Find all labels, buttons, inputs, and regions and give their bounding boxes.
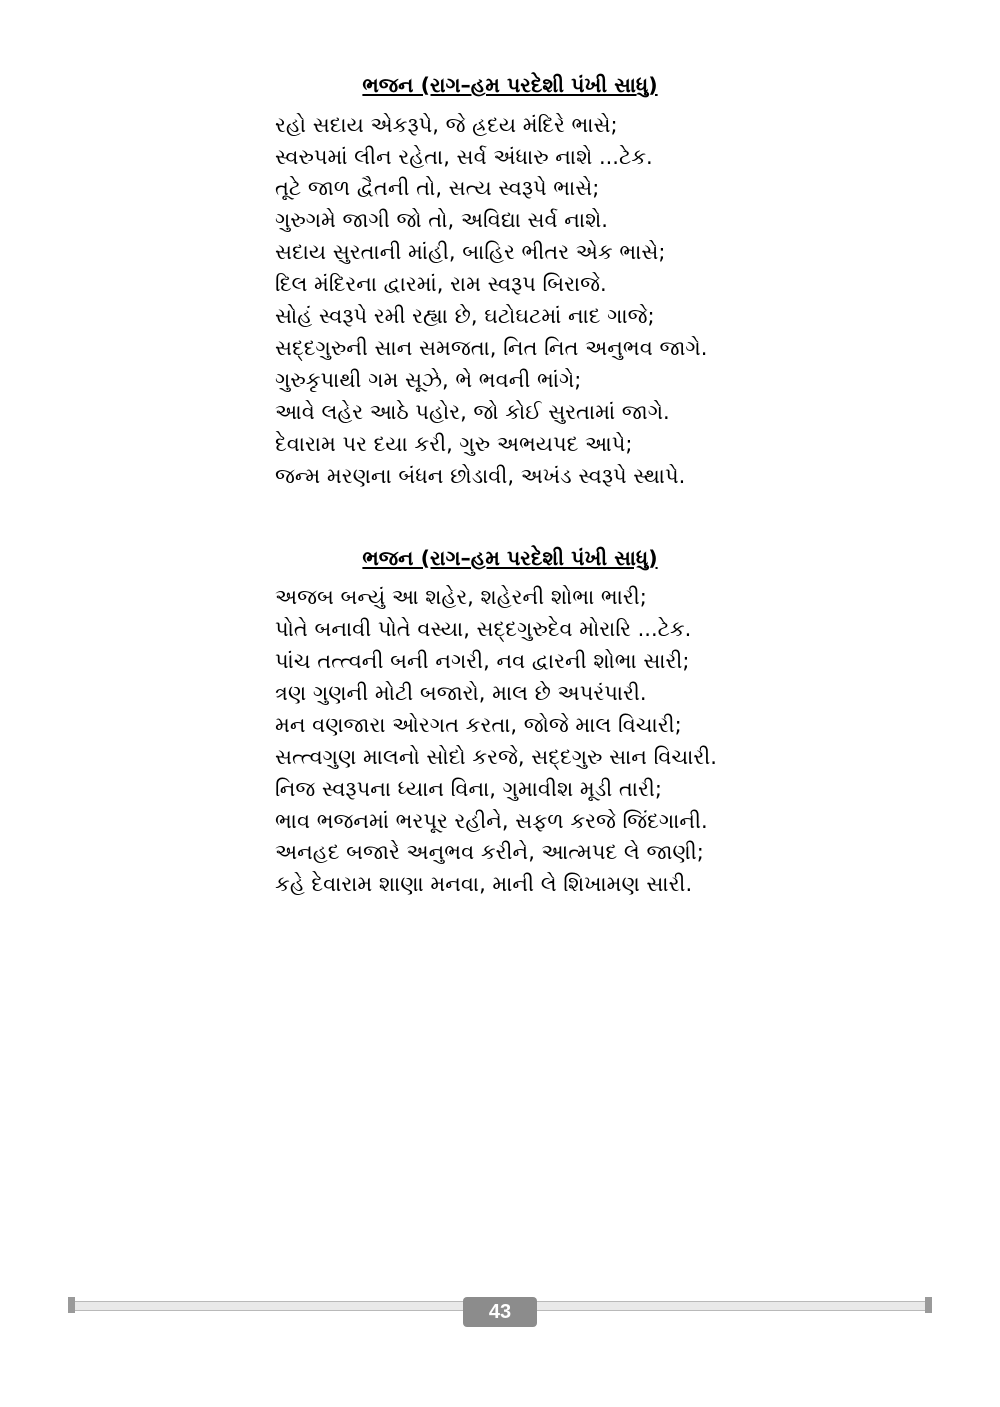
verse-line: આવે લહેર આઠે પહોર, જો કોઈ સુરતામાં જાગે. [275,399,670,424]
verse-line: ભાવ ભજનમાં ભરપૂર રહીને, સફળ કરજે જિંદગાની. [275,808,708,833]
footer-rule-left [68,1301,468,1311]
verse-line: રહો સદાય એકરૂપે, જે હ્રદય મંદિરે ભાસે; [275,112,618,137]
page-footer [0,1285,1000,1325]
verse-line: ત્રણ ગુણની મોટી બજારો, માલ છે અપરંપારી. [275,680,647,705]
song-block-1 [275,72,745,493]
verse-line: અનહદ બજારે અનુભવ કરીને, આત્મપદ લે જાણી; [275,840,704,865]
verse-line: સદ્દગુરુની સાન સમજતા, નિત નિત અનુભવ જાગે. [275,336,708,361]
page-content [275,72,745,953]
verse-line: દેવારામ પર દયા કરી, ગુરુ અભયપદ આપે; [275,431,633,456]
verse-line: નિજ સ્વરૂપના ધ્યાન વિના, ગુમાવીશ મૂડી તારી; [275,776,662,801]
footer-rule-right [532,1301,932,1311]
verse-line: તૂટે જાળ દ્વૈતની તો, સત્ય સ્વરૂપે ભાસે; [275,176,600,201]
footer-rule-cap-right [925,1297,932,1313]
song-title: ભજન (રાગ–હમ પરદેશી પંખી સાધુ) [362,73,658,97]
verse-line: ગુરુગમે જાગી જો તો, અવિદ્યા સર્વ નાશે. [275,208,608,233]
verse-line: મન વણજારા ઓરગત કરતા, જોજે માલ વિચારી; [275,712,682,737]
verse-line: જન્મ મરણના બંધન છોડાવી, અખંડ સ્વરૂપે સ્થાપે. [275,463,686,488]
verse-line: સોહં સ્વરૂપે રમી રહ્યા છે, ઘટોઘટમાં નાદ ગાજે; [275,304,655,329]
verse-line: પોતે બનાવી પોતે વસ્યા, સદ્દગુરુદેવ મોરારિ ...ટેક. [275,617,692,642]
verse-line: સત્ત્વગુણ માલનો સોદો કરજે, સદ્દગુરુ સાન વિચારી. [275,744,717,769]
page-number: 43 [463,1297,537,1327]
verse-line: ગુરુકૃપાથી ગમ સૂઝે, ભે ભવની ભાંગે; [275,367,582,392]
song-block-2 [275,545,745,902]
verse-line: અજબ બન્યું આ શહેર, શહેરની શોભા ભારી; [275,585,647,610]
song-title: ભજન (રાગ–હમ પરદેશી પંખી સાધુ) [362,545,658,570]
verse-line: પાંચ તત્ત્વની બની નગરી, નવ દ્વારની શોભા સારી; [275,649,690,674]
verse-line: સદાય સુરતાની માંહી, બાહિર ભીતર એક ભાસે; [275,240,666,265]
footer-rule-cap-left [68,1297,75,1313]
verse-line: દિલ મંદિરના દ્વારમાં, રામ સ્વરૂપ બિરાજે. [275,272,607,297]
footer-rule [68,1297,932,1323]
verse-line: સ્વરુપમાં લીન રહેતા, સર્વ અંધારુ નાશે ...ટેક. [275,144,653,169]
verse-line: કહે દેવારામ શાણા મનવા, માની લે શિખામણ સારી. [275,872,693,897]
